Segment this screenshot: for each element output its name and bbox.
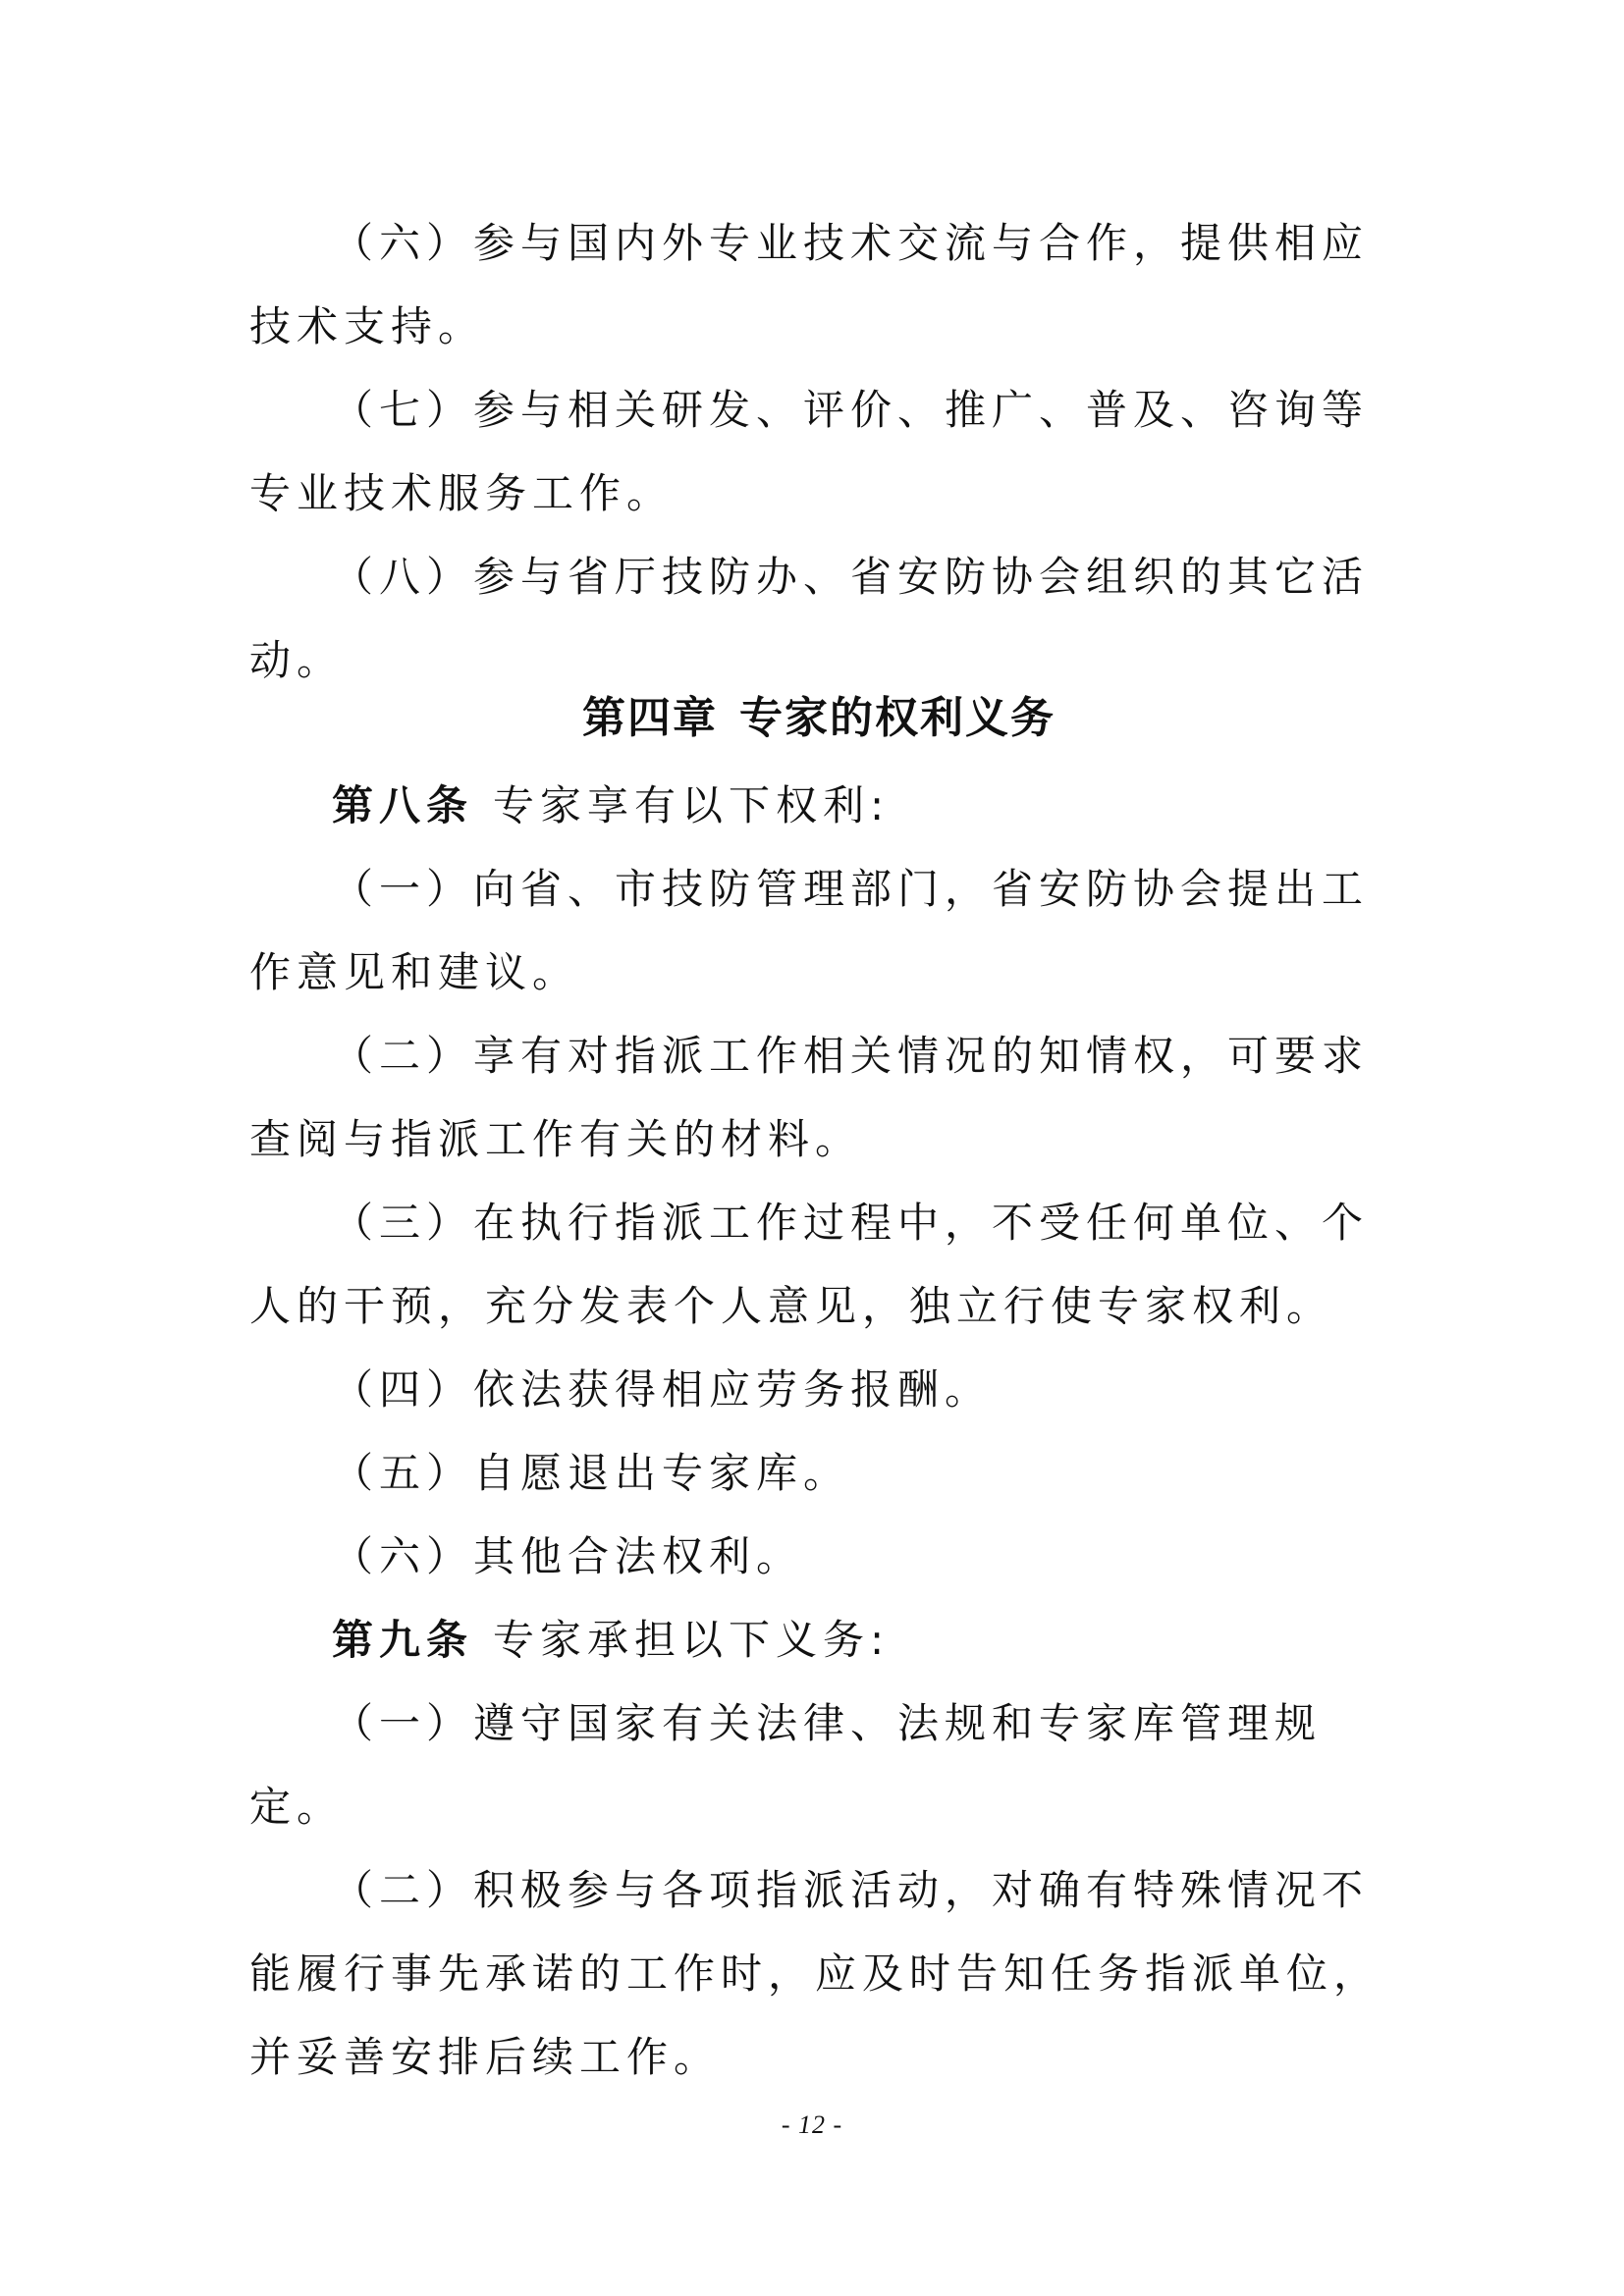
list-item: （三）在执行指派工作过程中，不受任何单位、个人的干预，充分发表个人意见，独立行使专家权利。 <box>249 1199 1370 1330</box>
list-item: （二）积极参与各项指派活动，对确有特殊情况不能履行事先承诺的工作时，应及时告知任务指派单位，并妥善安排后续工作。 <box>249 1866 1381 2081</box>
list-item-7: （七）参与相关研发、评价、推广、普及、咨询等专业技术服务工作。 <box>249 386 1370 517</box>
article-8-heading <box>249 764 1388 847</box>
list-item-6: （六）参与国内外专业技术交流与合作，提供相应技术支持。 <box>249 219 1370 350</box>
list-item-8: （八）参与省厅技防办、省安防协会组织的其它活动。 <box>249 553 1370 684</box>
list-item: （二）享有对指派工作相关情况的知情权，可要求查阅与指派工作有关的材料。 <box>249 1032 1370 1163</box>
list-continuation <box>249 201 1388 702</box>
article-8 <box>249 764 1388 1598</box>
list-item: （五）自愿退出专家库。 <box>332 1449 851 1497</box>
chapter-heading <box>249 682 1388 745</box>
list-item: （四）依法获得相应劳务报酬。 <box>332 1365 993 1414</box>
page-number: - 12 - <box>781 2110 843 2139</box>
chapter-title: 专家的权利义务 <box>739 693 1056 743</box>
list-item: （一）遵守国家有关法律、法规和专家库管理规定。 <box>249 1699 1323 1831</box>
article-9-heading <box>249 1598 1388 1682</box>
article-text: 专家享有以下权利: <box>493 781 891 829</box>
article-label: 第九条 <box>332 1616 474 1664</box>
chapter-number: 第四章 <box>582 693 718 743</box>
article-9 <box>249 1598 1388 2099</box>
list-item: （六）其他合法权利。 <box>332 1532 804 1580</box>
article-label: 第八条 <box>332 781 474 829</box>
article-text: 专家承担以下义务: <box>493 1616 891 1664</box>
list-item: （一）向省、市技防管理部门，省安防协会提出工作意见和建议。 <box>249 865 1370 996</box>
